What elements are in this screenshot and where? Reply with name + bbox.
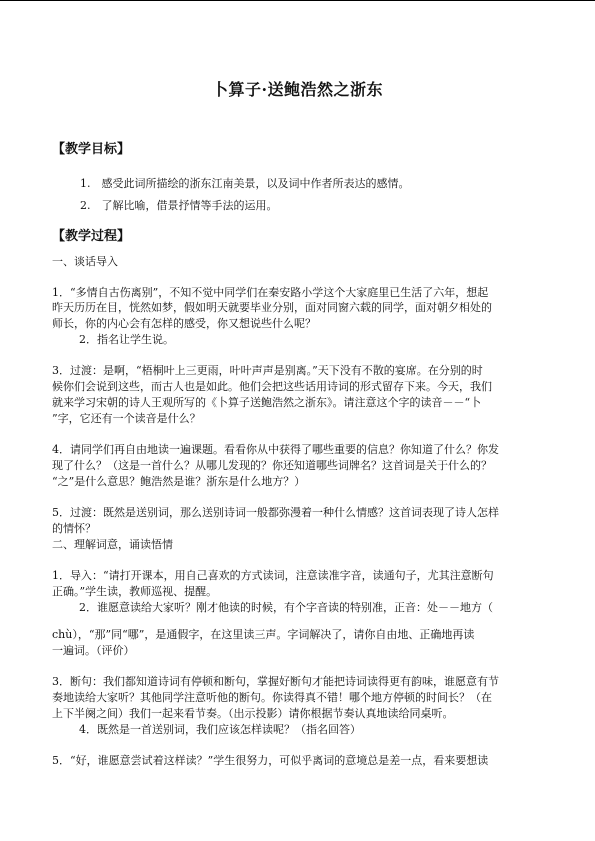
paragraph-line: 昨天历历在目，恍然如梦，假如明天就要毕业分别，面对同窗六载的同学，面对朝夕相处的 bbox=[52, 301, 492, 314]
part2-heading: 二、理解词意，诵读悟情 bbox=[52, 538, 173, 551]
page-title: 卜算子·送鲍浩然之浙东 bbox=[211, 80, 384, 99]
goal-item-1: 1. 感受此词所描绘的浙东江南美景，以及词中作者所表达的感情。 bbox=[80, 177, 410, 190]
paragraph-line: “之”是什么意思？鲍浩然是谁？浙东是什么地方？） bbox=[52, 475, 306, 488]
paragraph-line: 候你们会说到这些，而古人也是如此。他们会把这些话用诗词的形式留存下来。今天，我们 bbox=[52, 380, 492, 393]
paragraph-line: 上下半阕之间）我们一起来看节奏。（出示投影）请你根据节奏认真地读给同桌听。 bbox=[52, 707, 454, 720]
paragraph-line: 奏地读给大家听？其他同学注意听他的断句。你读得真不错！哪个地方停顿的时间长？（在 bbox=[52, 691, 492, 704]
paragraph-line: 5．过渡：既然是送别词，那么送别诗词一般都弥漫着一种什么情感？这首词表现了诗人怎样 bbox=[52, 506, 499, 519]
part1-heading: 一、谈话导入 bbox=[52, 255, 118, 268]
section-heading-process: 【教学过程】 bbox=[52, 229, 131, 244]
paragraph-line: 2．谁愿意读给大家听？刚才他读的时候，有个字音读的特别准，正音：处－－地方（ bbox=[79, 601, 493, 614]
paragraph-line: 4．既然是一首送别词，我们应该怎样读呢？（指名回答） bbox=[79, 723, 361, 736]
paragraph-line: 4．请同学们再自由地读一遍课题。看看你从中获得了哪些重要的信息？你知道了什么？你发 bbox=[52, 443, 499, 456]
paragraph-line: 1．“多情自古伤离别”，不知不觉中同学们在秦安路小学这个大家庭里已生活了六年，想起 bbox=[52, 286, 489, 299]
goal-item-2: 2. 了解比喻，借景抒情等手法的运用。 bbox=[80, 199, 278, 212]
paragraph-line: 一遍词。（评价） bbox=[52, 644, 135, 657]
paragraph-line: 5．“好，谁愿意尝试着这样读？”学生很努力，可似乎离词的意境总是差一点，看来要想读 bbox=[52, 754, 489, 767]
paragraph-line: 正确。”学生读，教师巡视、提醒。 bbox=[52, 585, 218, 598]
paragraph-line: 就来学习宋朝的诗人王观所写的《卜算子送鲍浩然之浙东》。请注意这个字的读音－－“卜 bbox=[52, 396, 482, 409]
paragraph-line: 现了什么？（这是一首什么？从哪儿发现的？你还知道哪些词牌名？这首词是关于什么的？ bbox=[52, 459, 492, 472]
paragraph-line: 1．导入：“请打开课本，用自己喜欢的方式读词，注意读准字音，读通句子，尤其注意断句 bbox=[52, 569, 494, 582]
paragraph-line: 3．过渡：是啊，“梧桐叶上三更雨，叶叶声声是别离。”天下没有不散的宴席。在分别的时 bbox=[52, 364, 483, 377]
paragraph-line: 的情怀？ bbox=[52, 522, 96, 535]
paragraph-line: 3．断句：我们都知道诗词有停顿和断句，掌握好断句才能把诗词读得更有韵味，谁愿意有节 bbox=[52, 675, 499, 688]
paragraph-line: chù），“那”同“哪”，是通假字，在这里读三声。字词解决了，请你自由地、正确地再读 bbox=[52, 628, 475, 641]
paragraph-line: 师长，你的内心会有怎样的感受，你又想说些什么呢？ bbox=[52, 317, 316, 330]
section-heading-goals: 【教学目标】 bbox=[52, 142, 131, 157]
paragraph-line: 2．指名让学生说。 bbox=[79, 333, 174, 346]
paragraph-line: ”字，它还有一个读音是什么？ bbox=[52, 412, 201, 425]
